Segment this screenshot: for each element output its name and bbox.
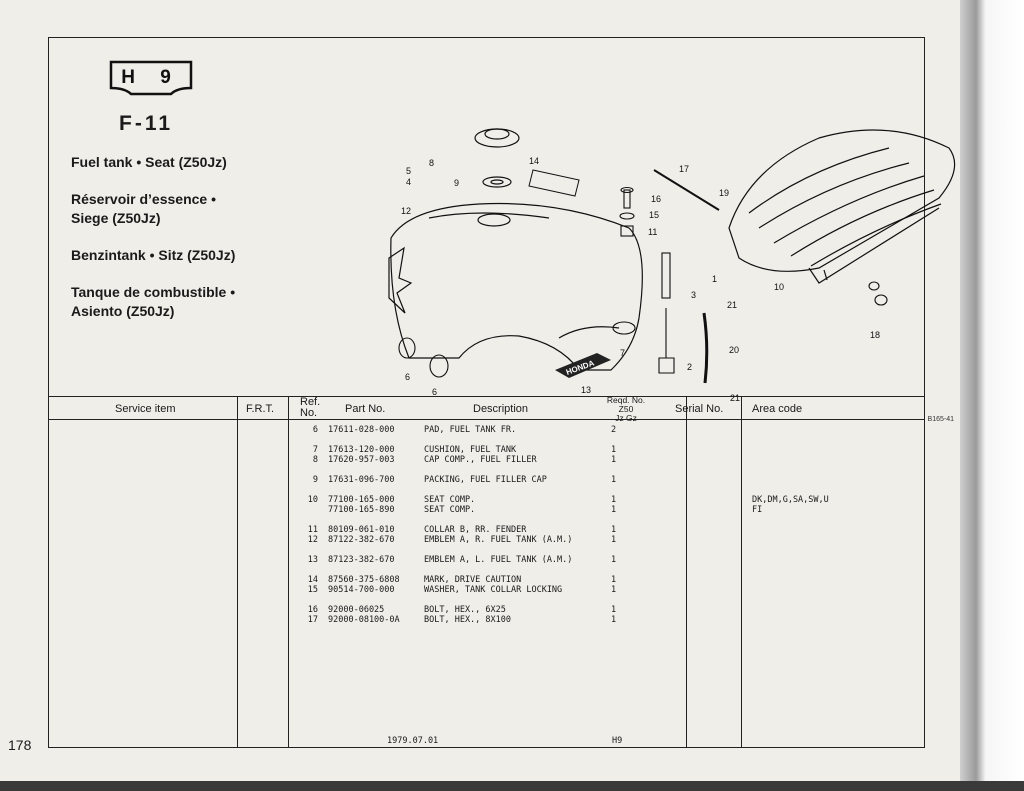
part-number: 92000-08100-0A bbox=[328, 615, 400, 625]
table-row bbox=[49, 455, 924, 465]
part-number: 87123-382-670 bbox=[328, 555, 395, 565]
table-row bbox=[49, 505, 924, 515]
header-service-item: Service item bbox=[115, 403, 176, 415]
callout-number: 11 bbox=[648, 227, 658, 237]
header-description: Description bbox=[473, 403, 529, 415]
header-model: Z50 bbox=[618, 404, 634, 414]
footer-code: H9 bbox=[612, 736, 623, 746]
table-row bbox=[49, 425, 924, 435]
header-ref-no: Ref. No. bbox=[300, 396, 321, 419]
section-code: H 9 bbox=[121, 67, 181, 88]
callout-number: 12 bbox=[401, 206, 412, 216]
part-description: EMBLEM A, L. FUEL TANK (A.M.) bbox=[424, 555, 573, 565]
callout-number: 1 bbox=[712, 274, 718, 284]
pad-drawing bbox=[399, 322, 635, 377]
required-quantity: 1 bbox=[611, 475, 617, 485]
scan-bottom-edge bbox=[0, 781, 1024, 791]
ref-number: 14 bbox=[307, 575, 318, 585]
table-row bbox=[49, 575, 924, 585]
callout-number: 18 bbox=[870, 330, 881, 340]
part-number: 77100-165-000 bbox=[328, 495, 395, 505]
callout-labels bbox=[401, 156, 880, 403]
required-quantity: 1 bbox=[611, 615, 617, 625]
callout-number: 2 bbox=[687, 362, 693, 372]
callout-number: 8 bbox=[429, 158, 435, 168]
seat-drawing bbox=[729, 130, 955, 283]
part-number: 87122-382-670 bbox=[328, 535, 395, 545]
table-row bbox=[49, 585, 924, 595]
callout-number: 3 bbox=[691, 290, 697, 300]
ref-number: 16 bbox=[307, 605, 318, 615]
callout-number: 19 bbox=[719, 188, 730, 198]
honda-emblem-text: HONDA bbox=[564, 358, 596, 377]
ref-number: 8 bbox=[312, 455, 318, 465]
bolt-drawing bbox=[654, 170, 719, 210]
area-code: FI bbox=[752, 505, 763, 515]
caution-mark-drawing bbox=[529, 170, 579, 196]
figure-number: F-11 bbox=[119, 112, 174, 135]
part-number: 17620-957-003 bbox=[328, 455, 395, 465]
callout-number: 16 bbox=[651, 194, 662, 204]
callout-number: 5 bbox=[406, 166, 412, 176]
header-serial-no: Serial No. bbox=[675, 403, 724, 415]
ref-number: 11 bbox=[307, 525, 318, 535]
callout-number: 6 bbox=[405, 372, 411, 382]
callout-number: 21 bbox=[730, 393, 741, 403]
ref-number: 12 bbox=[307, 535, 318, 545]
header-frt: F.R.T. bbox=[246, 403, 275, 415]
ref-number: 15 bbox=[307, 585, 318, 595]
callout-number: 7 bbox=[620, 348, 626, 358]
required-quantity: 1 bbox=[611, 525, 617, 535]
required-quantity: 1 bbox=[611, 555, 617, 565]
table-row bbox=[49, 495, 924, 505]
table-row bbox=[49, 555, 924, 565]
part-description: WASHER, TANK COLLAR LOCKING bbox=[424, 585, 563, 595]
table-row bbox=[49, 605, 924, 615]
part-description: BOLT, HEX., 8X100 bbox=[424, 615, 511, 625]
part-description: BOLT, HEX., 6X25 bbox=[424, 605, 506, 615]
table-row bbox=[49, 535, 924, 545]
ref-number: 10 bbox=[307, 495, 318, 505]
part-number: 77100-165-890 bbox=[328, 505, 395, 515]
part-description: SEAT COMP. bbox=[424, 495, 476, 505]
fuel-cock-drawing bbox=[659, 253, 707, 383]
required-quantity: 1 bbox=[611, 445, 617, 455]
table-header-rule bbox=[49, 419, 924, 420]
part-number: 87560-375-6808 bbox=[328, 575, 400, 585]
fuel-tank-drawing bbox=[389, 204, 642, 371]
header-part-no: Part No. bbox=[345, 403, 386, 415]
part-number: 17631-096-700 bbox=[328, 475, 395, 485]
header-reqd-label: Reqd. No. bbox=[606, 395, 646, 405]
callout-number: 14 bbox=[529, 156, 540, 166]
part-number: 92000-06025 bbox=[328, 605, 385, 615]
table-row bbox=[49, 615, 924, 625]
callout-number: 21 bbox=[727, 300, 738, 310]
header-model-sub: Jz Gz bbox=[615, 413, 637, 423]
ref-number: 9 bbox=[312, 475, 318, 485]
part-description: COLLAR B, RR. FENDER bbox=[424, 525, 527, 535]
ref-number: 13 bbox=[307, 555, 318, 565]
table-row bbox=[49, 525, 924, 535]
fuel-cap-drawing bbox=[475, 129, 519, 187]
drawing-code: B165-41 bbox=[927, 416, 954, 423]
title-en: Fuel tank • Seat (Z50Jz) bbox=[71, 154, 227, 170]
book-edge bbox=[960, 0, 1024, 791]
part-description: CAP COMP., FUEL FILLER bbox=[424, 455, 537, 465]
table-row bbox=[49, 475, 924, 485]
part-description: PACKING, FUEL FILLER CAP bbox=[424, 475, 547, 485]
required-quantity: 1 bbox=[611, 575, 617, 585]
section-titles bbox=[71, 153, 301, 339]
required-quantity: 1 bbox=[611, 455, 617, 465]
callout-number: 6 bbox=[432, 387, 438, 397]
required-quantity: 1 bbox=[611, 505, 617, 515]
page-number: 178 bbox=[8, 737, 32, 753]
part-number: 17611-028-000 bbox=[328, 425, 395, 435]
part-number: 17613-120-000 bbox=[328, 445, 395, 455]
part-description: SEAT COMP. bbox=[424, 505, 476, 515]
nut-drawing bbox=[869, 282, 887, 305]
required-quantity: 1 bbox=[611, 535, 617, 545]
part-description: MARK, DRIVE CAUTION bbox=[424, 575, 522, 585]
honda-emblem-drawing bbox=[555, 353, 611, 378]
part-description: EMBLEM A, R. FUEL TANK (A.M.) bbox=[424, 535, 573, 545]
table-row bbox=[49, 445, 924, 455]
ref-number: 7 bbox=[312, 445, 318, 455]
fastener-stack-drawing bbox=[620, 188, 634, 237]
required-quantity: 1 bbox=[611, 495, 617, 505]
required-quantity: 2 bbox=[611, 425, 617, 435]
callout-number: 15 bbox=[649, 210, 660, 220]
part-description: PAD, FUEL TANK FR. bbox=[424, 425, 517, 435]
area-code: DK,DM,G,SA,SW,U bbox=[752, 495, 829, 505]
title-es: Tanque de combustible • Asiento (Z50Jz) bbox=[71, 284, 236, 319]
table-top-rule bbox=[49, 396, 924, 397]
callout-number: 10 bbox=[774, 282, 785, 292]
parts-frame bbox=[48, 37, 954, 748]
header-area-code: Area code bbox=[752, 403, 803, 415]
callout-number: 13 bbox=[581, 385, 592, 395]
title-fr: Réservoir d’essence • Siege (Z50Jz) bbox=[71, 191, 216, 226]
part-number: 80109-061-010 bbox=[328, 525, 395, 535]
callout-number: 9 bbox=[454, 178, 460, 188]
header-reqd-no bbox=[601, 396, 651, 423]
callout-number: 17 bbox=[679, 164, 690, 174]
ref-number: 6 bbox=[312, 425, 318, 435]
footer-date: 1979.07.01 bbox=[387, 736, 439, 746]
part-description: CUSHION, FUEL TANK bbox=[424, 445, 517, 455]
callout-number: 4 bbox=[406, 177, 412, 187]
title-de: Benzintank • Sitz (Z50Jz) bbox=[71, 247, 236, 263]
part-number: 90514-700-000 bbox=[328, 585, 395, 595]
ref-number: 17 bbox=[307, 615, 318, 625]
required-quantity: 1 bbox=[611, 585, 617, 595]
required-quantity: 1 bbox=[611, 605, 617, 615]
section-code-badge bbox=[107, 58, 195, 96]
callout-number: 20 bbox=[729, 345, 740, 355]
